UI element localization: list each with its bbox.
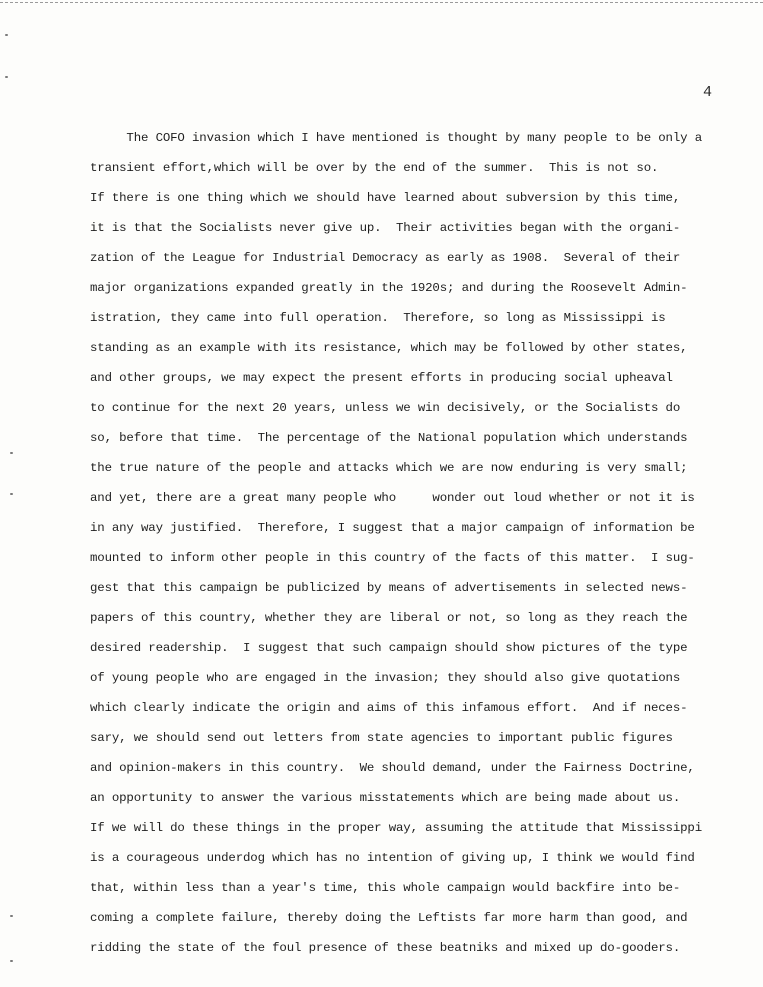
text-line: in any way justified. Therefore, I suggest that a major campaign of information be <box>90 521 695 535</box>
text-line: papers of this country, whether they are liberal or not, so long as they reach the <box>90 611 688 625</box>
text-line: The COFO invasion which I have mentioned is thought by many people to be only a <box>90 131 702 145</box>
text-line: If there is one thing which we should have learned about subversion by this time, <box>90 191 681 205</box>
text-line: of young people who are engaged in the invasion; they should also give quotations <box>90 671 681 685</box>
text-line: sary, we should send out letters from state agencies to important public figures <box>90 731 673 745</box>
text-line: and other groups, we may expect the present efforts in producing social upheaval <box>90 371 673 385</box>
text-line: and yet, there are a great many people who wonder out loud whether or not it is <box>90 491 695 505</box>
scan-mark <box>10 960 13 962</box>
text-line: that, within less than a year's time, this whole campaign would backfire into be- <box>90 881 681 895</box>
text-line: mounted to inform other people in this country of the facts of this matter. I sug- <box>90 551 695 565</box>
scan-mark <box>10 493 13 495</box>
text-line: zation of the League for Industrial Democracy as early as 1908. Several of their <box>90 251 681 265</box>
scan-mark <box>5 76 8 78</box>
text-line: desired readership. I suggest that such campaign should show pictures of the type <box>90 641 688 655</box>
text-line: to continue for the next 20 years, unless we win decisively, or the Socialists do <box>90 401 681 415</box>
body-paragraph <box>90 123 730 963</box>
text-line: an opportunity to answer the various misstatements which are being made about us. <box>90 791 681 805</box>
text-line: major organizations expanded greatly in the 1920s; and during the Roosevelt Admin- <box>90 281 688 295</box>
text-line: If we will do these things in the proper way, assuming the attitude that Mississippi <box>90 821 702 835</box>
text-line: ridding the state of the foul presence of these beatniks and mixed up do-gooders. <box>90 941 681 955</box>
scan-mark <box>10 915 13 917</box>
page-top-edge <box>0 2 763 3</box>
text-line: it is that the Socialists never give up. Their activities began with the organi- <box>90 221 681 235</box>
page-number: 4 <box>703 84 713 101</box>
text-line: standing as an example with its resistance, which may be followed by other states, <box>90 341 688 355</box>
text-line: is a courageous underdog which has no intention of giving up, I think we would find <box>90 851 695 865</box>
text-line: coming a complete failure, thereby doing the Leftists far more harm than good, and <box>90 911 688 925</box>
text-line: and opinion-makers in this country. We should demand, under the Fairness Doctrine, <box>90 761 695 775</box>
text-line: so, before that time. The percentage of the National population which understands <box>90 431 688 445</box>
text-line: gest that this campaign be publicized by means of advertisements in selected news- <box>90 581 688 595</box>
text-line: transient effort,which will be over by the end of the summer. This is not so. <box>90 161 659 175</box>
scan-mark <box>5 34 8 36</box>
text-line: which clearly indicate the origin and aims of this infamous effort. And if neces- <box>90 701 688 715</box>
text-line: istration, they came into full operation. Therefore, so long as Mississippi is <box>90 311 666 325</box>
text-line: the true nature of the people and attacks which we are now enduring is very small; <box>90 461 688 475</box>
scan-mark <box>10 452 13 454</box>
